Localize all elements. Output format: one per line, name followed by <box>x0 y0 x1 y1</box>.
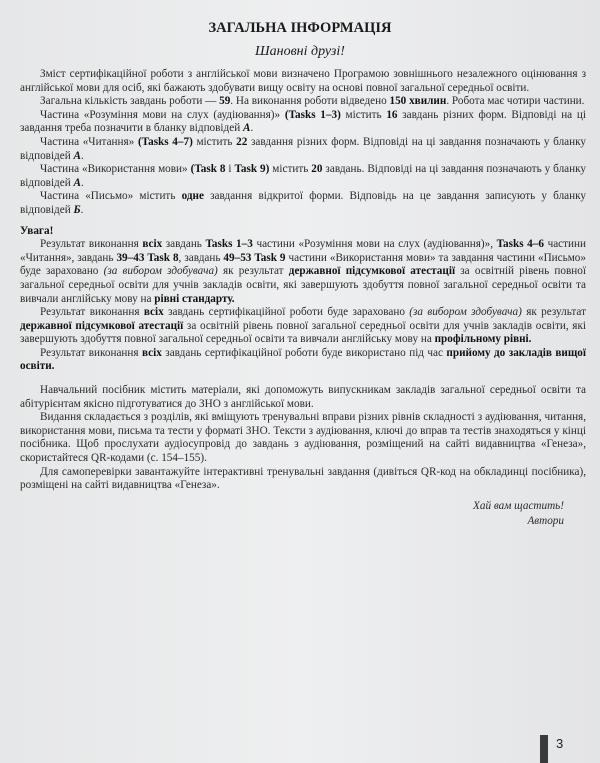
page-number-bar <box>540 735 548 763</box>
text-run: як результат <box>521 306 586 319</box>
emphasis-text: 20 <box>311 163 323 176</box>
paragraph <box>20 225 586 239</box>
closing-authors: Автори <box>527 514 564 527</box>
text-run: Зміст сертифікаційної роботи з англійської мови визначено Програмою зовнішнього незалежного оцінювання з англійської мови для осіб, які бажають здобувати вищу освіту на основі повної загальної середньої освіти. <box>20 68 586 94</box>
text-run: . <box>80 176 84 189</box>
emphasis-text: (Task 8 <box>190 163 226 176</box>
text-run: частини «Читання», завдань <box>20 238 586 264</box>
text-run: Результат виконання <box>40 238 143 251</box>
text-run: містить <box>269 163 312 176</box>
text-run: Результат виконання <box>40 346 142 359</box>
paragraph <box>20 95 586 109</box>
emphasis-text: 49–53 Task 9 <box>223 251 286 264</box>
emphasis-text: всіх <box>143 306 164 319</box>
emphasis-text: профільному рівні. <box>434 333 532 346</box>
paragraph <box>20 466 586 493</box>
text-run: Навчальний посібник містить матеріали, які допоможуть випускникам закладів загальної середньої освіти та абітурієнтам якісно підготуватися до ЗНО з англійської мови. <box>20 384 586 410</box>
text-run: Частина «Використання мови» <box>40 163 191 176</box>
text-run: завдань сертифікаційної роботи буде зараховано <box>163 306 410 319</box>
text-run: , завдань <box>178 251 224 264</box>
paragraph <box>20 347 586 374</box>
emphasis-text: державної підсумкової атестації <box>288 265 456 278</box>
paragraph <box>20 411 586 465</box>
text-run: Результат виконання <box>40 306 144 319</box>
text-run: Загальна кількість завдань роботи — <box>40 95 220 108</box>
page-number: 3 <box>556 736 564 751</box>
emphasis-text: 39–43 Task 8 <box>116 251 179 264</box>
emphasis-text: 150 хвилин <box>389 95 447 108</box>
text-run: Для самоперевірки завантажуйте інтерактивні тренувальні завдання (дивіться QR-код на обкладинці посібника), розміщені на сайті видавництва «Генеза». <box>20 465 586 492</box>
emphasis-text: 22 <box>236 135 248 148</box>
emphasis-text: одне <box>181 190 204 203</box>
text-run: частини «Використання мови» та завдання частини «Письмо» буде зараховано <box>20 251 586 278</box>
emphasis-text: А <box>242 122 251 135</box>
text-run: . <box>80 203 84 216</box>
paragraph <box>20 163 586 190</box>
text-run: . <box>250 122 254 135</box>
paragraph <box>20 190 586 217</box>
emphasis-text: всіх <box>141 346 162 359</box>
greeting-subtitle: Шановні друзі! <box>255 44 345 59</box>
emphasis-text: рівні стандарту. <box>154 292 235 305</box>
page-title: ЗАГАЛЬНА ІНФОРМАЦІЯ <box>208 20 392 36</box>
emphasis-text: 16 <box>386 108 398 121</box>
text-run: завдань різних форм. Відповіді на ці завдання треба позначити в бланку відповідей <box>20 108 586 135</box>
text-run: Частина «Розуміння мови на слух (аудіювання)» <box>40 108 285 121</box>
text-run: частини «Розуміння мови на слух (аудіювання)», <box>252 238 497 251</box>
emphasis-text: Tasks 1–3 <box>205 238 253 251</box>
paragraph <box>20 136 586 163</box>
emphasis-text: (Tasks 1–3) <box>284 108 341 121</box>
emphasis-text: А <box>73 149 81 162</box>
text-run: завдань <box>162 238 206 251</box>
paragraph <box>20 384 586 411</box>
emphasis-text: (Tasks 4–7) <box>137 135 193 148</box>
text-run: і <box>225 163 235 176</box>
text-run: завдань сертифікаційної роботи буде використано під час <box>161 346 447 359</box>
paragraph <box>20 109 586 136</box>
emphasis-text: Task 9) <box>234 163 270 176</box>
emphasis-text: Tasks 4–6 <box>496 238 544 251</box>
text-run: . <box>80 149 84 162</box>
paragraph <box>20 68 586 95</box>
body-text <box>20 68 586 529</box>
text-run: Частина «Читання» <box>40 135 138 148</box>
text-run: за освітній рівень повної загальної середньої освіти для учнів закладів освіти, які завершують здобуття повної загальної середньої освіти та вивчали англійську мову на <box>20 265 586 305</box>
text-run: завдання відкритої форми. Відповідь на це завдання записують у бланку відповідей <box>20 190 586 216</box>
emphasis-text: (за вибором здобувача) <box>103 265 218 278</box>
text-run: . Робота має чотири частини. <box>446 95 585 108</box>
closing-wish: Хай вам щастить! <box>473 499 564 512</box>
emphasis-text: 59 <box>219 95 231 108</box>
text-run: Частина «Письмо» містить <box>40 190 182 203</box>
emphasis-text: Увага! <box>20 224 54 237</box>
emphasis-text: (за вибором здобувача) <box>409 306 522 319</box>
paragraphs <box>20 68 586 493</box>
emphasis-text: А <box>73 176 81 189</box>
emphasis-text: прийому до закладів вищої освіти. <box>20 346 586 373</box>
text-run: містить <box>192 135 237 148</box>
text-run: . На виконання роботи відведено <box>230 95 390 108</box>
paragraph <box>20 238 586 306</box>
closing <box>20 499 564 529</box>
emphasis-text: Б <box>73 203 81 216</box>
text-run: за освітній рівень повної загальної середньої освіти для учнів закладів освіти, які завершують здобуття повної загальної середньої освіти та вивчали англійську мову на <box>20 319 586 346</box>
text-run: як результат <box>217 265 289 278</box>
emphasis-text: всіх <box>142 238 163 251</box>
paragraph <box>20 306 586 347</box>
emphasis-text: державної підсумкової атестації <box>20 319 184 332</box>
text-run: містить <box>340 108 387 121</box>
text-run: завдань. Відповіді на ці завдання позначають у бланку відповідей <box>20 163 586 189</box>
text-run: Видання складається з розділів, які вміщують тренувальні вправи різних рівнів складності з аудіювання, читання, використання мови, письма та тести у форматі ЗНО. Тексти з аудіювання, ключі до вправ та тестів знаходяться у кінці посібника. Щоб прослухати аудіосупровід до завдань з аудіювання, розміщений на сайті видавництва «Генеза», скористайтеся QR-кодами (с. 154–155). <box>20 411 586 465</box>
text-run: завдання різних форм. Відповіді на ці завдання позначають у бланку відповідей <box>20 135 586 162</box>
